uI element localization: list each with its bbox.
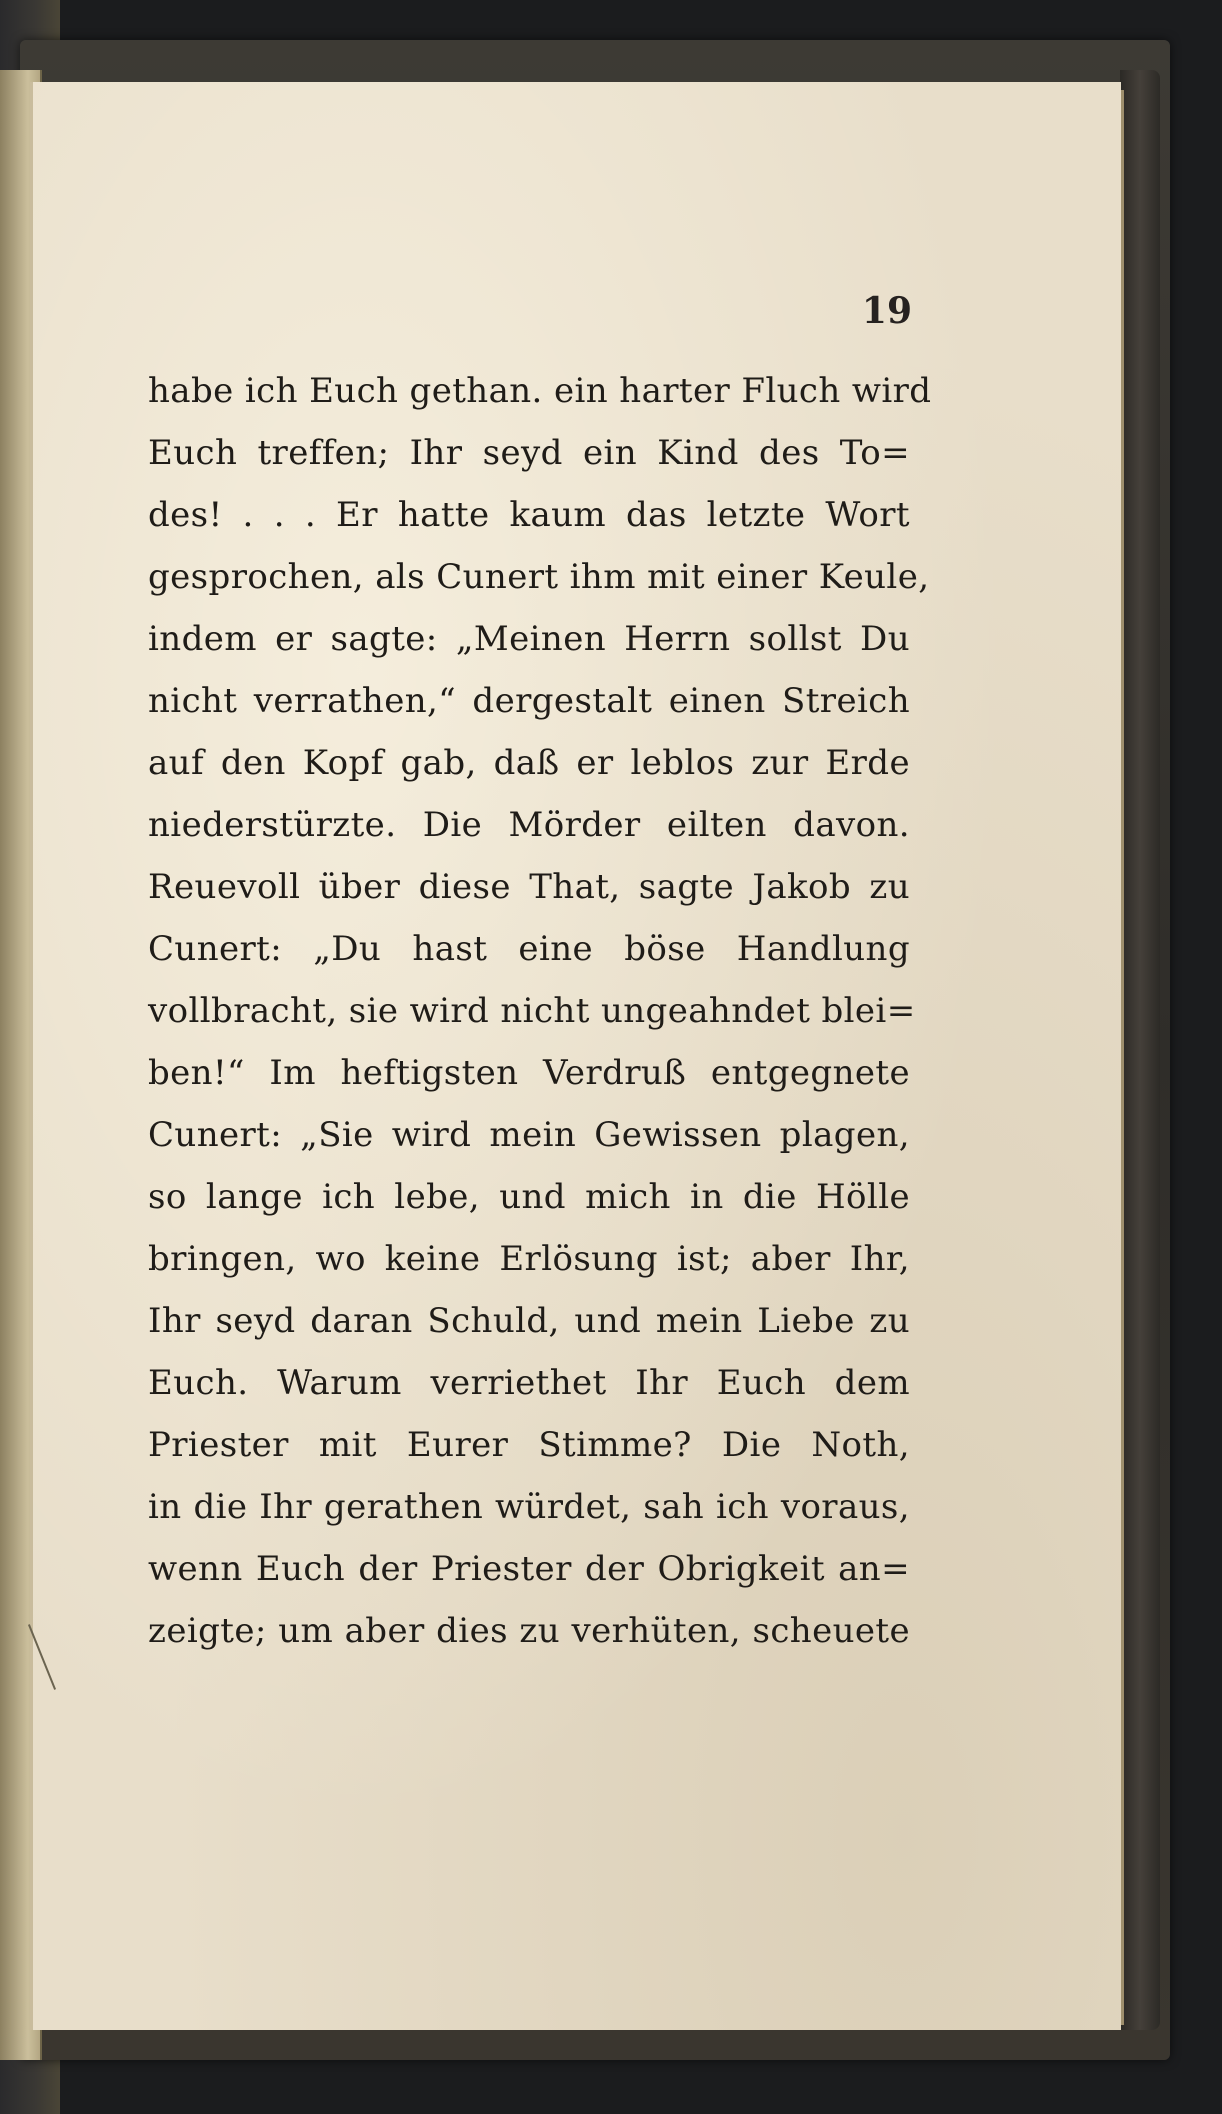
text-line: Euch. Warum verriethet Ihr Euch dem bbox=[148, 1363, 910, 1403]
text-line: so lange ich lebe, und mich in die Hölle bbox=[148, 1177, 910, 1217]
text-line: vollbracht, sie wird nicht ungeahndet blei= bbox=[148, 991, 916, 1031]
text-line: des! . . . Er hatte kaum das letzte Wort bbox=[148, 495, 910, 535]
text-line: Cunert: „Sie wird mein Gewissen plagen, bbox=[148, 1115, 910, 1155]
text-line: habe ich Euch gethan. ein harter Fluch wird bbox=[148, 371, 932, 411]
text-line: in die Ihr gerathen würdet, sah ich voraus, bbox=[148, 1487, 910, 1527]
gutter-mark bbox=[28, 1624, 56, 1690]
text-line: Ihr seyd daran Schuld, und mein Liebe zu bbox=[148, 1301, 910, 1341]
text-line: Priester mit Eurer Stimme? Die Noth, bbox=[148, 1425, 910, 1465]
text-line: auf den Kopf gab, daß er leblos zur Erde bbox=[148, 743, 910, 783]
text-line: Euch treffen; Ihr seyd ein Kind des To= bbox=[148, 433, 910, 473]
text-line: nicht verrathen,“ dergestalt einen Streich bbox=[148, 681, 910, 721]
text-line: bringen, wo keine Erlösung ist; aber Ihr, bbox=[148, 1239, 910, 1279]
text-line: ben!“ Im heftigsten Verdruß entgegnete bbox=[148, 1053, 910, 1093]
text-line: gesprochen, als Cunert ihm mit einer Keule, bbox=[148, 557, 930, 597]
cover-edge bbox=[1120, 70, 1160, 2030]
text-line: Reuevoll über diese That, sagte Jakob zu bbox=[148, 867, 910, 907]
text-line: indem er sagte: „Meinen Herrn sollst Du bbox=[148, 619, 910, 659]
text-line: zeigte; um aber dies zu verhüten, scheuete bbox=[148, 1611, 910, 1651]
text-line: wenn Euch der Priester der Obrigkeit an= bbox=[148, 1549, 910, 1589]
text-line: Cunert: „Du hast eine böse Handlung bbox=[148, 929, 910, 969]
page-number: 19 bbox=[861, 290, 912, 332]
text-line: niederstürzte. Die Mörder eilten davon. bbox=[148, 805, 910, 845]
body-text bbox=[148, 360, 932, 1662]
